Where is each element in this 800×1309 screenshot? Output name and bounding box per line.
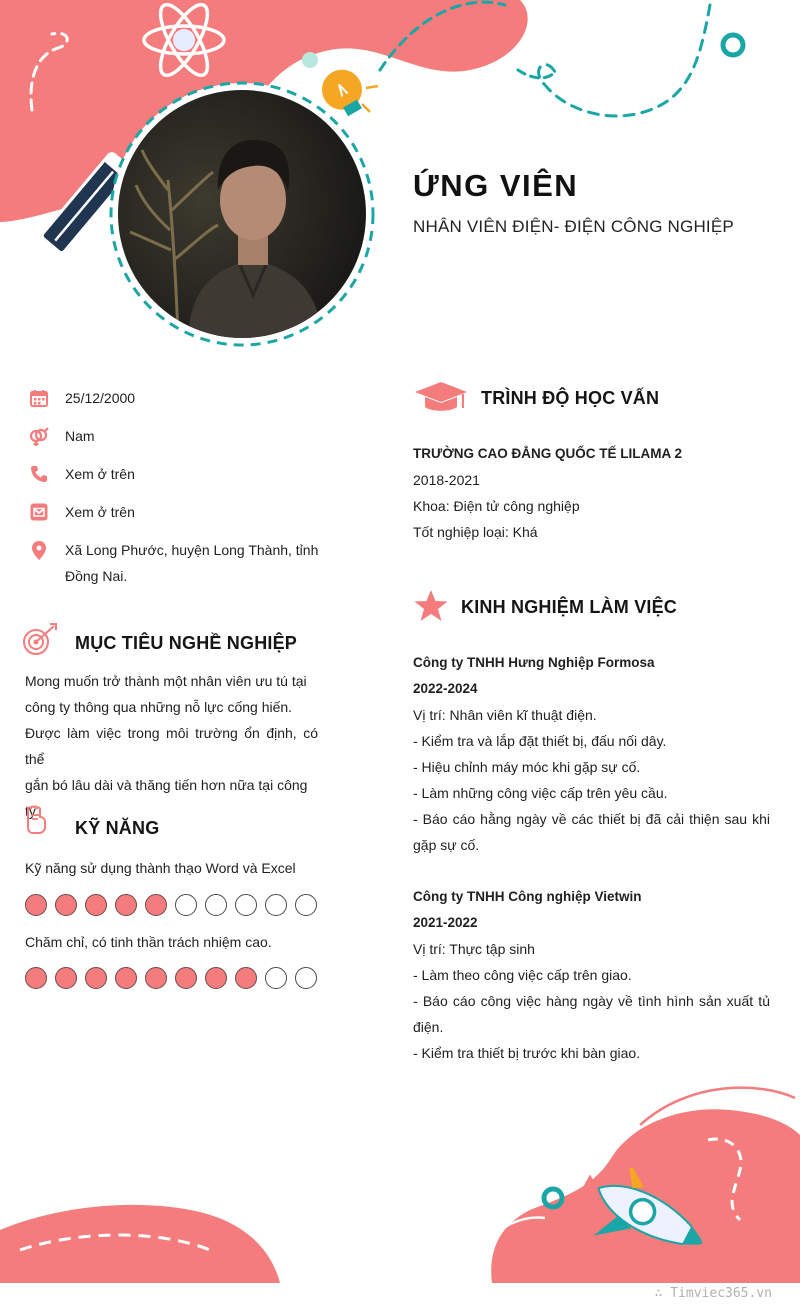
rating-dot-empty bbox=[175, 894, 197, 916]
phone-icon bbox=[28, 463, 50, 485]
rating-dot-filled bbox=[145, 967, 167, 989]
rating-dot-empty bbox=[295, 894, 317, 916]
phone-text: Xem ở trên bbox=[65, 466, 135, 482]
rating-dot-empty bbox=[265, 967, 287, 989]
calendar-icon bbox=[28, 387, 50, 409]
rocket-icon bbox=[582, 1168, 712, 1260]
job-years: 2021-2022 bbox=[413, 915, 478, 930]
rating-dot-filled bbox=[85, 967, 107, 989]
candidate-role: NHÂN VIÊN ĐIỆN- ĐIỆN CÔNG NGHIỆP bbox=[413, 217, 734, 236]
job-task: - Kiểm tra và lắp đặt thiết bị, đấu nối dây. bbox=[413, 733, 667, 749]
objective-line: Mong muốn trở thành một nhân viên ưu tú tại bbox=[25, 673, 307, 689]
rating-dot-empty bbox=[265, 894, 287, 916]
fist-icon bbox=[24, 805, 48, 837]
rating-dot-filled bbox=[175, 967, 197, 989]
email-text: Xem ở trên bbox=[65, 504, 135, 520]
contact-gender bbox=[28, 425, 328, 449]
job-entry bbox=[413, 884, 770, 1066]
star-icon bbox=[413, 589, 449, 623]
job-task: - Làm theo công việc cấp trên giao. bbox=[413, 967, 632, 983]
job-position: Vị trí: Nhân viên kĩ thuật điện. bbox=[413, 707, 597, 723]
job-company: Công ty TNHH Hưng Nghiệp Formosa bbox=[413, 655, 655, 670]
rating-dot-filled bbox=[85, 894, 107, 916]
job-position: Vị trí: Thực tập sinh bbox=[413, 941, 535, 957]
rating-dot-filled bbox=[205, 967, 227, 989]
skill-label: Chăm chỉ, có tinh thần trách nhiệm cao. bbox=[25, 934, 272, 950]
objective-line: ty. bbox=[25, 803, 39, 819]
atom-icon bbox=[140, 2, 228, 80]
job-company: Công ty TNHH Công nghiệp Vietwin bbox=[413, 889, 642, 904]
rating-dot-empty bbox=[205, 894, 227, 916]
skill-label: Kỹ năng sử dụng thành thạo Word và Excel bbox=[25, 860, 296, 876]
job-years: 2022-2024 bbox=[413, 681, 478, 696]
rating-dot-filled bbox=[235, 967, 257, 989]
education-school: TRƯỜNG CAO ĐẲNG QUỐC TẾ LILAMA 2 bbox=[413, 446, 682, 461]
rating-dot-filled bbox=[115, 967, 137, 989]
graduation-cap-icon bbox=[413, 380, 469, 414]
avatar bbox=[118, 90, 366, 338]
rating-dot-filled bbox=[55, 894, 77, 916]
rating-dot-filled bbox=[115, 894, 137, 916]
education-block bbox=[413, 441, 770, 545]
objective-text bbox=[25, 668, 318, 824]
dob-text: 25/12/2000 bbox=[65, 390, 136, 406]
rating-dot-filled bbox=[145, 894, 167, 916]
rating-dot-empty bbox=[235, 894, 257, 916]
education-faculty: Khoa: Điện tử công nghiệp bbox=[413, 498, 580, 514]
rating-dot-filled bbox=[55, 967, 77, 989]
contact-dob bbox=[28, 387, 328, 411]
contact-phone bbox=[28, 463, 328, 487]
contact-email bbox=[28, 501, 328, 525]
gender-icon bbox=[28, 425, 50, 447]
objective-line: Được làm việc trong môi trường ổn định, có thể bbox=[25, 725, 318, 767]
address-text bbox=[65, 537, 318, 589]
email-icon bbox=[28, 501, 50, 523]
location-icon bbox=[28, 539, 50, 561]
objective-line: công ty thông qua những nỗ lực cống hiến. bbox=[25, 699, 293, 715]
contact-address bbox=[28, 539, 328, 589]
education-title: TRÌNH ĐỘ HỌC VẤN bbox=[481, 388, 660, 408]
gender-text: Nam bbox=[65, 428, 95, 444]
candidate-name: ỨNG VIÊN bbox=[413, 168, 579, 203]
rating-dot-empty bbox=[295, 967, 317, 989]
job-task: - Làm những công việc cấp trên yêu cầu. bbox=[413, 785, 668, 801]
job-task: - Hiệu chỉnh máy móc khi gặp sự cố. bbox=[413, 759, 641, 775]
job-task: - Kiểm tra thiết bị trước khi bàn giao. bbox=[413, 1045, 641, 1061]
education-years: 2018-2021 bbox=[413, 472, 480, 488]
address-line-2: Đồng Nai. bbox=[65, 568, 128, 584]
objective-title: MỤC TIÊU NGHỀ NGHIỆP bbox=[75, 633, 298, 653]
avatar-frame bbox=[108, 80, 376, 348]
skill-rating bbox=[25, 894, 317, 916]
skills-title: KỸ NĂNG bbox=[75, 818, 160, 838]
skill-rating bbox=[25, 967, 317, 989]
rating-dot-filled bbox=[25, 967, 47, 989]
rating-dot-filled bbox=[25, 894, 47, 916]
avatar-photo bbox=[118, 90, 366, 338]
job-task: - Báo cáo hằng ngày về các thiết bị đã cải thiện sau khi gặp sự cố. bbox=[413, 811, 770, 853]
job-task: - Báo cáo công việc hàng ngày về tình hình sản xuất tủ điện. bbox=[413, 993, 770, 1035]
watermark: ∴ Timviec365.vn bbox=[654, 1286, 772, 1301]
target-icon bbox=[22, 622, 60, 656]
address-line-1: Xã Long Phước, huyện Long Thành, tỉnh bbox=[65, 542, 319, 558]
objective-line: gắn bó lâu dài và thăng tiến hơn nữa tại công bbox=[25, 777, 308, 793]
experience-title: KINH NGHIỆM LÀM VIỆC bbox=[461, 597, 678, 617]
job-entry bbox=[413, 650, 770, 858]
education-grade: Tốt nghiệp loại: Khá bbox=[413, 524, 538, 540]
